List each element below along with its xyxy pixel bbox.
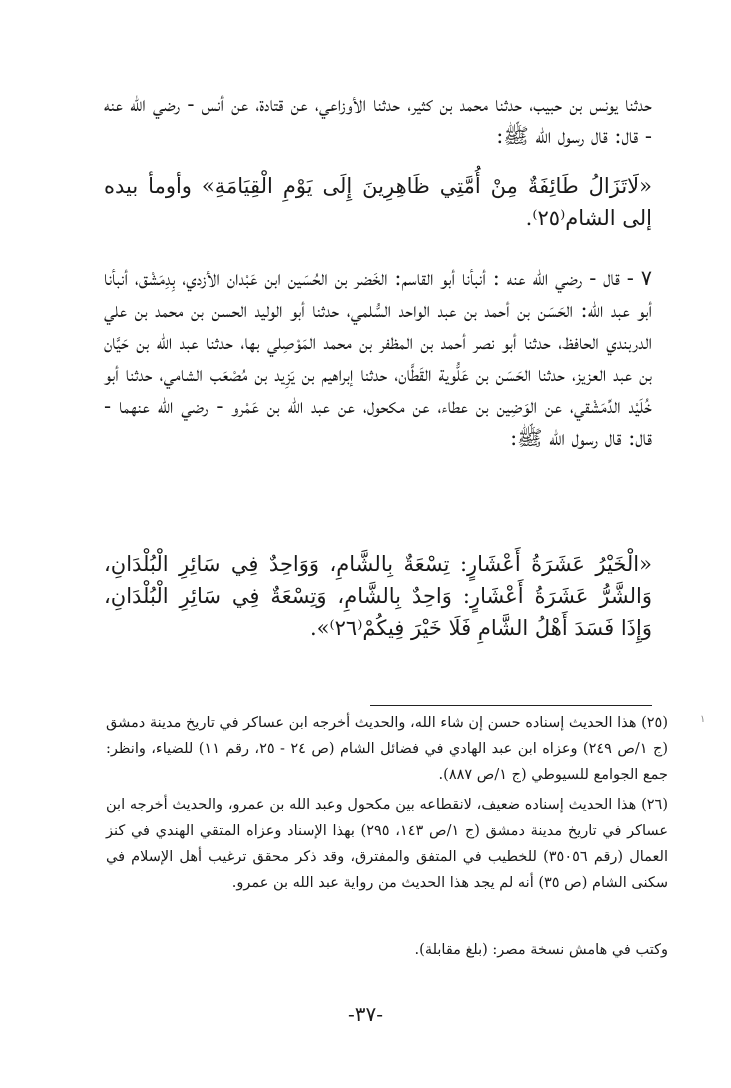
hadith-chain-paragraph: حدثنا يونس بن حبيب، حدثنا محمد بن كثير، حدثنا الأوزاعي، عن قتادة، عن أنس - رضي الله عنه - قال: قال رسول الله ﷺ: [104, 92, 652, 148]
hadith-7-text-paragraph: «الْخَيْرُ عَشَرَةُ أَعْشَارٍ: تِسْعَةٌ بِالشَّامِ، وَوَاحِدٌ فِي سَائِرِ الْبُلْدَانِ، وَالشَّرُّ عَشَرَةُ أَعْشَارٍ: وَاحِدٌ بِالشَّامِ، وَتِسْعَةٌ فِي سَائِرِ الْبُلْدَانِ، وَإِذَا فَسَدَ أَهْلُ الشَّامِ فَلَا خَيْرَ فِيكُمْ⁽٢٦⁾». [104, 552, 652, 640]
hadith-text-paragraph: «لَاتَزَالُ طَائِفَةٌ مِنْ أُمَّتِي ظَاهِرِينَ إِلَى يَوْمِ الْقِيَامَةِ» وأومأ بيده إلى الشام⁽٢٥⁾. [104, 174, 652, 230]
page-number: -٣٧- [347, 1002, 383, 1026]
margin-marker: ١ [700, 714, 706, 725]
footnote-25: (٢٥) هذا الحديث إسناده حسن إن شاء الله، والحديث أخرجه ابن عساكر في تاريخ مدينة دمشق (ج ١/ص ٢٤٩) وعزاه ابن عبد الهادي في فضائل الشام (ص ٢٤ - ٢٥، رقم ١١) للضياء، وانظر: جمع الجوامع للسيوطي (ج ١/ص ٨٨٧). [106, 715, 668, 783]
footnote-26: (٢٦) هذا الحديث إسناده ضعيف، لانقطاعه بين مكحول وعبد الله بن عمرو، والحديث أخرجه ابن عساكر في تاريخ مدينة دمشق (ج ١/ص ١٤٣، ٢٩٥) بهذا الإسناد وعزاه المتقي الهندي في كنز العمال (رقم ٣٥٠٥٦) للخطيب في المتفق والمفترق، وقد ذكر محقق ترغيب أهل الإسلام في سكنى الشام (ص ٣٥) أنه لم يجد هذا الحديث من رواية عبد الله بن عمرو. [106, 797, 668, 891]
hadith-7-chain-paragraph: ٧ - قال - رضي الله عنه : أنبأنا أبو القاسم: الخَضر بن الحُسَين ابن عَبْدان الأزدي، بِدِمَشْق، أنبأنا أبو عبد الله: الحَسَن بن أحمد بن عبد الواحد السُّلمي، حدثنا أبو الوليد الحسن بن محمد بن علي الدربندي الحافظ، حدثنا أبو نصر أحمد بن المظفر بن محمد المَوْصِلي بها، حدثنا عبد الله بن حَيَّان بن عبد العزيز، حدثنا الحَسَن بن عَلُّوية القَطَّان، حدثنا إبراهيم بن يَزِيد بن مُصْعَب الشامي، حدثنا أبو خُلَيْد الدِّمَشْقي، عن الوَضِين بن عطاء، عن مكحول، عن عبد الله بن عَمْرو - رضي الله عنهما - قال: قال رسول الله ﷺ: [104, 266, 652, 450]
footnote-margin-note: وكتب في هامش نسخة مصر: (بلغ مقابلة). [414, 942, 668, 958]
footnote-separator [370, 705, 652, 706]
